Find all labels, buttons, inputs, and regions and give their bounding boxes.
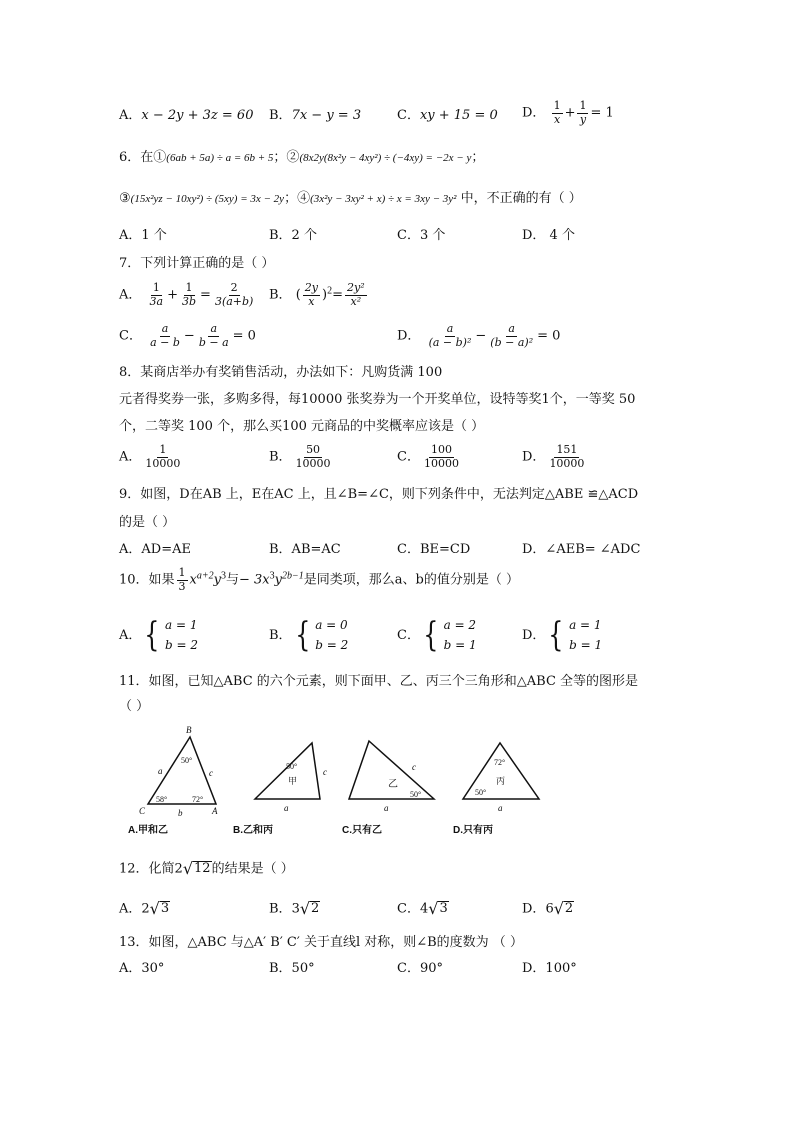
q7-option-a: A． $\frac{1}{3a}$ + $\frac{1}{3b}$ = $\frac{2}{3(a+b)}$ — [119, 281, 254, 308]
svg-text:c: c — [323, 767, 327, 777]
q13-option-b: B．50° — [269, 961, 315, 976]
q11-line-1: 11．如图，已知△ABC 的六个元素，则下面甲、乙、丙三个三角形和△ABC 全等的图形是 — [119, 674, 639, 689]
q12-option-d: D．6 √ 2 — [522, 899, 574, 918]
q11-line-2: （ ） — [119, 699, 150, 714]
q7-option-d: D． $\frac{a}{\text{(a − b)²}}$ − $\frac{a}{\text{(b − a)²}}$ = 0 — [397, 322, 561, 349]
label-a: A — [212, 806, 218, 816]
label-c: C — [139, 806, 146, 816]
q7-option-b: B． ( $\frac{2y}{x}$ )$^2$= $\frac{\text{2y²}}{\text{x²}}$ — [269, 281, 365, 308]
q12-option-c: C．4 √ 3 — [397, 899, 448, 918]
q8-option-a: A． $\frac{1}{10000}$ — [119, 443, 181, 470]
side-b: b — [178, 808, 183, 818]
svg-text:50°: 50° — [410, 790, 422, 799]
q11-figure — [118, 722, 548, 840]
q10-option-c: C． { a = 2 b = 1 — [397, 615, 477, 656]
q10-option-a: A． { a = 1 b = 2 — [119, 615, 199, 656]
q6-line-1: 6．在①(6ab + 5a) ÷ a = 6b + 5；②(8x2y(8x²y − 4xy²) ÷ (−4xy) = −2x − y； — [119, 150, 485, 165]
q5-option-d: D． $\frac{1}{x}$ + $\frac{1}{y}$ = 1 — [522, 99, 614, 126]
q9-option-c: C．BE=CD — [397, 542, 471, 557]
svg-text:50°: 50° — [475, 788, 487, 797]
q9-option-b: B．AB=AC — [269, 542, 341, 557]
q9-line-1: 9．如图，D在AB 上，E在AC 上，且∠B=∠C，则下列条件中，无法判定△ABE ≌△ACD — [119, 487, 639, 502]
q13-stem: 13．如图，△ABC 与△A′ B′ C′ 关于直线l 对称，则∠B的度数为 （ ） — [119, 935, 523, 950]
svg-text:a: a — [498, 803, 503, 813]
q12-option-a: A．2 √ 3 — [119, 899, 170, 918]
svg-text:c: c — [412, 762, 416, 772]
side-a: a — [158, 766, 163, 776]
q7-option-c: C． $\frac{a}{a - b}$ − $\frac{a}{b - a}$ = 0 — [119, 322, 256, 349]
triangle-jia — [255, 743, 320, 799]
angle-c: 58° — [156, 795, 168, 804]
q10-option-b: B． { a = 0 b = 2 — [269, 615, 349, 656]
q6-option-a: A．1 个 — [119, 228, 167, 243]
q13-option-d: D．100° — [522, 961, 577, 976]
q10-option-d: D． { a = 1 b = 1 — [522, 615, 603, 656]
q8-option-c: C． $\frac{100}{10000}$ — [397, 443, 459, 470]
q11-option-d: D.只有丙 — [453, 825, 493, 836]
q9-line-2: 的是（ ） — [119, 515, 176, 530]
q11-option-a: A.甲和乙 — [128, 825, 168, 836]
q8-option-b: B． $\frac{50}{10000}$ — [269, 443, 331, 470]
q12-option-b: B．3 √ 2 — [269, 899, 320, 918]
q8-option-d: D． $\frac{151}{10000}$ — [522, 443, 585, 470]
q5-option-c: C．xy + 15 = 0 — [397, 108, 498, 123]
q6-option-b: B．2 个 — [269, 228, 317, 243]
svg-text:50°: 50° — [286, 762, 298, 771]
svg-text:丙: 丙 — [496, 776, 506, 786]
q5-option-a: A．x − 2y + 3z = 60 — [119, 108, 254, 123]
q5-option-b: B．7x − y = 3 — [269, 108, 362, 123]
q6-option-d: D． 4 个 — [522, 228, 575, 243]
angle-b: 50° — [181, 756, 193, 765]
label-b: B — [186, 725, 192, 735]
svg-text:a: a — [284, 803, 289, 813]
q7-stem: 7．下列计算正确的是（ ） — [119, 256, 275, 271]
q9-option-d: D．∠AEB= ∠ADC — [522, 542, 641, 557]
angle-a: 72° — [192, 795, 204, 804]
q10-stem: 10．如果 $\frac{1}{3}$ $x^{a+2}y^3$与− $3x^3y^{2b-1}$是同类项，那么a、b的值分别是（ ） — [119, 566, 519, 593]
svg-text:72°: 72° — [494, 758, 506, 767]
svg-text:甲: 甲 — [288, 776, 298, 786]
q11-option-c: C.只有乙 — [342, 825, 382, 836]
side-c: c — [209, 768, 213, 778]
q13-option-c: C．90° — [397, 961, 443, 976]
q8-line-2: 元者得奖券一张，多购多得，每10000 张奖券为一个开奖单位，设特等奖1个，一等奖 50 — [119, 392, 636, 407]
q6-option-c: C．3 个 — [397, 228, 446, 243]
triangle-yi — [349, 741, 434, 799]
q13-option-a: A．30° — [119, 961, 165, 976]
q8-line-1: 8．某商店举办有奖销售活动，办法如下：凡购货满 100 — [119, 365, 443, 380]
q6-line-2: ③(15x²yz − 10xy²) ÷ (5xy) = 3x − 2y；④(3x²y − 3xy² + x) ÷ x = 3xy − 3y² 中，不正确的有（ ） — [119, 191, 582, 206]
q8-line-3: 个，二等奖 100 个，那么买100 元商品的中奖概率应该是（ ） — [119, 419, 485, 434]
q9-option-a: A．AD=AE — [119, 542, 191, 557]
svg-text:a: a — [384, 803, 389, 813]
q12-stem: 12．化简2 √ 12 的结果是（ ） — [119, 859, 294, 878]
q11-option-b: B.乙和丙 — [233, 825, 273, 836]
svg-text:乙: 乙 — [388, 779, 398, 790]
